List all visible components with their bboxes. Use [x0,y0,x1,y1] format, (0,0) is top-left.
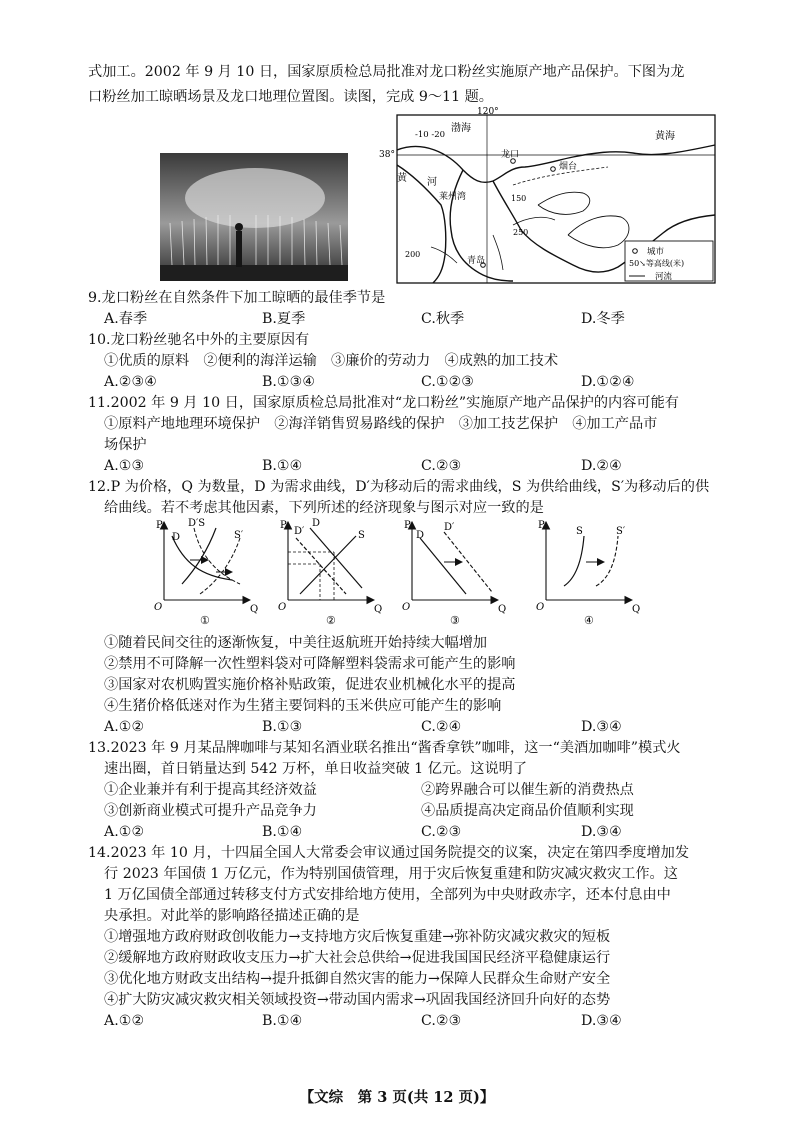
graph-2-q: Q [374,604,383,615]
q11-option-c: C.②③ [421,458,462,474]
q10-items: ①优质的原料 ②便利的海洋运输 ③廉价的劳动力 ④成熟的加工技术 [104,353,559,369]
map-bay-label: 莱州湾 [439,192,467,202]
graph-1-q: Q [250,604,259,615]
q13-option-a: A.①② [104,824,145,840]
q11-option-b: B.①④ [262,458,303,474]
graph-3-p: P [404,520,411,531]
map-city-yantai: 烟台 [559,162,578,172]
graph-3 [402,520,506,627]
q9-option-b: B.夏季 [262,311,306,327]
q14-item-4: ④扩大防灾减灾救灾相关领域投资→带动国内需求→巩固我国经济回升向好的态势 [104,992,611,1008]
q13-stem-1: 13.2023 年 9 月某品牌咖啡与某知名酒业联名推出“酱香拿铁”咖啡，这一“美酒加咖啡”模式火 [88,740,681,756]
q13-item-3: ③创新商业模式可提升产品竞争力 [104,803,317,819]
q12-stem-2: 给曲线。若不考虑其他因素，下列所述的经济现象与图示对应一致的是 [104,500,544,516]
q13-option-b: B.①④ [262,824,303,840]
map-sea-bohai: 渤海 [451,123,471,134]
q12-item-3: ③国家对农机购置实施价格补贴政策，促进农业机械化水平的提高 [104,677,516,693]
map-lon-label: 120° [477,107,499,117]
q12-item-2: ②禁用不可降解一次性塑料袋对可降解塑料袋需求可能产生的影响 [104,656,516,672]
graph-3-dp: D′ [444,522,455,533]
graph-2-dp: D′ [294,526,305,537]
graph-4-p: P [538,520,545,531]
q14-stem-2: 行 2023 年国债 1 万亿元，作为特别国债管理，用于灾后恢复重建和防灾减灾救灾工作。这 [104,866,678,882]
q13-item-4: ④品质提高决定商品价值顺利实现 [421,803,634,819]
q10-option-a: A.②③④ [104,374,157,390]
graph-4-num: ④ [584,614,594,627]
graph-1-o: O [154,602,163,613]
graph-4-o: O [536,602,545,613]
q11-option-a: A.①③ [104,458,145,474]
map-river-label-2: 河 [427,177,437,188]
q14-item-1: ①增强地方政府财政创收能力→支持地方灾后恢复重建→弥补防灾减灾救灾的短板 [104,929,611,945]
graph-4-sp: S′ [616,526,626,537]
q9-stem: 9.龙口粉丝在自然条件下加工晾晒的最佳季节是 [88,290,386,306]
graph-2-d: D [312,518,321,529]
graph-1 [154,518,258,627]
q13-stem-2: 速出圈，首日销量达到 542 万杯，单日收益突破 1 亿元。这说明了 [104,761,528,777]
q12-option-c: C.②④ [421,719,462,735]
q14-stem-1: 14.2023 年 10 月，十四届全国人大常委会审议通过国务院提交的议案，决定在第四季度增加发 [88,845,690,861]
page-footer: 【文综 第 3 页(共 12 页)】 [299,1089,495,1106]
q12-option-a: A.①② [104,719,145,735]
graph-3-d: D [416,530,425,541]
q11-option-d: D.②④ [581,458,622,474]
map-contour-250: 250 [513,228,529,237]
map-lat-label: 38° [379,150,395,160]
q13-option-d: D.③④ [581,824,622,840]
graph-3-num: ③ [450,614,460,627]
q9-option-a: A.春季 [104,311,148,327]
q13-item-1: ①企业兼并有利于提高其经济效益 [104,782,317,798]
graph-1-dp-s: D′S [188,518,206,529]
q10-option-d: D.①②④ [581,374,635,390]
graph-4-q: Q [632,604,641,615]
graph-2 [278,518,382,627]
map-river-label-1: 黄 [397,173,407,184]
q10-stem: 10.龙口粉丝驰名中外的主要原因有 [88,332,310,348]
graph-3-q: Q [498,604,507,615]
q12-item-4: ④生猪价格低迷对作为生猪主要饲料的玉米供应可能产生的影响 [104,698,502,714]
q12-option-b: B.①③ [262,719,303,735]
q13-option-c: C.②③ [421,824,462,840]
graph-1-num: ① [200,614,210,627]
q9-option-c: C.秋季 [421,311,465,327]
q10-option-b: B.①③④ [262,374,316,390]
graph-1-d: D [172,532,181,543]
q14-item-3: ③优化地方财政支出结构→提升抵御自然灾害的能力→保障人民群众生命财产安全 [104,971,611,987]
graph-3-o: O [402,602,411,613]
map-contour-150: 150 [511,194,527,203]
legend-contour: 50↘等高线(米) [629,259,685,268]
q14-stem-4: 央承担。对此举的影响路径描述正确的是 [104,908,360,924]
q14-option-b: B.①④ [262,1013,303,1029]
map-sea-huanghai: 黄海 [655,131,675,142]
graph-1-p: P [156,520,163,531]
intro-line-2: 口粉丝加工晾晒场景及龙口地理位置图。读图，完成 9～11 题。 [88,89,493,105]
legend-river: 河流 [655,272,673,282]
graph-2-s: S [358,530,365,541]
q13-item-2: ②跨界融合可以催生新的消费热点 [421,782,634,798]
legend-city: 城市 [647,247,665,257]
intro-line-1: 式加工。2002 年 9 月 10 日，国家原质检总局批准对龙口粉丝实施原产地产品保护。下图为龙 [88,64,685,80]
graph-1-sp: S′ [234,530,244,541]
q14-stem-3: 1 万亿国债全部通过转移支付方式安排给地方使用，全部列为中央财政赤字，还本付息由中 [104,887,671,903]
noodle-drying-photo [160,153,348,281]
q14-option-a: A.①② [104,1013,145,1029]
q14-option-c: C.②③ [421,1013,462,1029]
graph-2-num: ② [326,614,336,627]
map-contour-200: 200 [405,250,421,259]
graph-4-s: S [576,526,583,537]
q14-option-d: D.③④ [581,1013,622,1029]
map-city-qingdao: 青岛 [467,256,486,266]
q11-items-1: ①原料产地地理环境保护 ②海洋销售贸易路线的保护 ③加工技艺保护 ④加工产品市 [104,416,658,432]
q11-stem: 11.2002 年 9 月 10 日，国家原质检总局批准对“龙口粉丝”实施原产地产品保护的内容可能有 [88,395,679,411]
q12-option-d: D.③④ [581,719,622,735]
q9-option-d: D.冬季 [581,311,625,327]
graph-2-p: P [280,520,287,531]
graph-2-o: O [278,602,287,613]
map-contour-label: -10 -20 [415,130,446,140]
supply-demand-graphs [150,514,710,626]
q10-option-c: C.①②③ [421,374,475,390]
q12-item-1: ①随着民间交往的逐渐恢复，中美往返航班开始持续大幅增加 [104,635,488,651]
q12-stem-1: 12.P 为价格，Q 为数量，D 为需求曲线，D′为移动后的需求曲线，S 为供给曲线，S′为移动后的供 [88,479,710,495]
q14-item-2: ②缓解地方政府财政收支压力→扩大社会总供给→促进我国国民经济平稳健康运行 [104,950,611,966]
q11-items-2: 场保护 [104,437,147,453]
longkou-location-map [379,105,721,285]
graph-4 [536,520,640,627]
map-city-longkou: 龙口 [501,150,520,160]
